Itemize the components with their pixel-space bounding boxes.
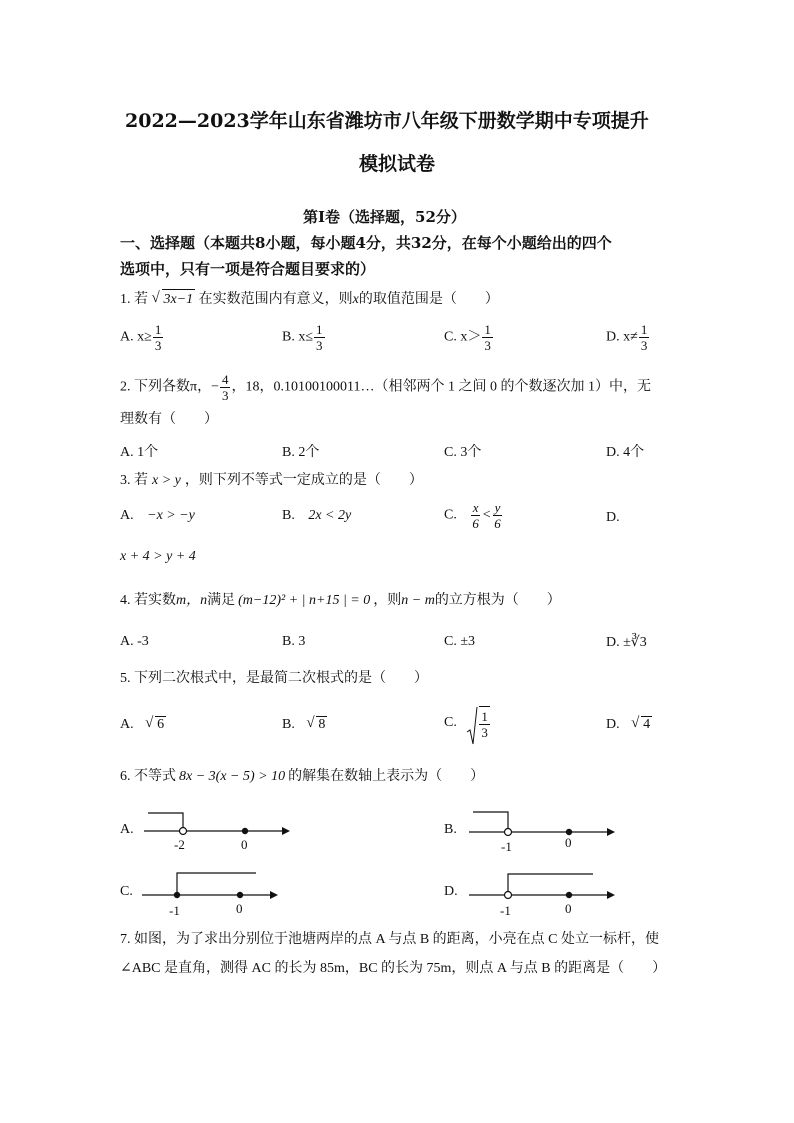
option-relation: < <box>481 507 492 523</box>
q2-option-c[interactable]: C. 3个 <box>444 445 482 460</box>
q4-option-c[interactable]: C. ±3 <box>444 634 476 649</box>
radicand: 6 <box>157 717 165 732</box>
section-heading-line2: 选项中，只有一项是符合题目要求的） <box>120 260 376 278</box>
question-1-stem <box>120 289 499 310</box>
q1-var: x <box>352 292 359 307</box>
tick-label: 0 <box>565 901 572 916</box>
fraction <box>220 372 231 403</box>
point-icon <box>566 892 572 898</box>
q5-option-a[interactable] <box>120 716 166 733</box>
point-icon <box>174 892 180 898</box>
q4-text3: 的立方根为（ ） <box>434 593 561 608</box>
radicand: 8 <box>318 717 326 732</box>
q6-option-d-label[interactable]: D. <box>444 884 458 899</box>
tick-label: -1 <box>169 903 180 918</box>
arrow-right-icon <box>282 827 290 835</box>
open-circle-icon <box>505 829 512 836</box>
tick-label: 0 <box>236 901 243 916</box>
question-3-stem <box>120 471 423 491</box>
part-heading: 第Ⅰ卷（选择题，52分） <box>303 208 466 226</box>
q4-prefix: 4. 若实数 <box>120 593 176 608</box>
point-icon <box>237 892 243 898</box>
solution-ray <box>473 812 508 828</box>
q1-radical <box>152 289 196 310</box>
fraction <box>479 706 490 740</box>
radical <box>306 716 327 733</box>
q1-prefix: 1. 若 <box>120 292 148 307</box>
fraction <box>639 322 650 353</box>
option-expression: −x > −y <box>147 508 195 523</box>
q4-option-a[interactable]: A. -3 <box>120 634 149 649</box>
question-6-stem <box>120 767 484 787</box>
option-label: B. <box>282 508 295 523</box>
q6-option-d-number-line[interactable] <box>465 866 615 920</box>
q6-option-c-number-line[interactable] <box>138 866 278 920</box>
option-relation: x≥ <box>137 329 152 345</box>
q4-vars: m，n <box>176 593 208 608</box>
q6-text: 的解集在数轴上表示为（ ） <box>288 769 485 784</box>
q6-inequality: 8x − 3(x − 5) > 10 <box>179 769 286 784</box>
option-label: D. <box>606 717 620 732</box>
tick-label: -2 <box>174 837 185 852</box>
q6-option-c-label[interactable]: C. <box>120 884 133 899</box>
q3-prefix: 3. 若 <box>120 473 148 488</box>
q1-option-a[interactable] <box>120 322 164 353</box>
q2-text: ，18，0.10100100011…（相邻两个 1 之间 0 的个数逐次加 1）中，无 <box>231 379 651 395</box>
point-icon <box>242 828 248 834</box>
arrow-right-icon <box>270 891 278 899</box>
numerator: 1 <box>316 322 323 337</box>
arrow-right-icon <box>607 891 615 899</box>
q6-option-b-number-line[interactable] <box>465 800 615 858</box>
option-label: B. <box>282 329 299 345</box>
fraction <box>153 322 164 353</box>
option-label: D. <box>606 329 624 345</box>
q6-prefix: 6. 不等式 <box>120 769 176 784</box>
q2-option-a[interactable]: A. 1个 <box>120 445 159 460</box>
numerator: x <box>472 500 479 515</box>
tick-label: 0 <box>565 835 572 850</box>
question-5-stem: 5. 下列二次根式中，是最简二次根式的是（ ） <box>120 671 428 686</box>
option-relation: x≠ <box>623 329 638 345</box>
q1-radicand: 3x−1 <box>162 289 196 310</box>
q3-option-b[interactable] <box>282 508 351 524</box>
fraction <box>492 500 503 531</box>
option-relation: x＞ <box>460 329 482 345</box>
numerator: 4 <box>221 372 229 387</box>
q3-option-d-label[interactable]: D. <box>606 510 620 525</box>
q4-equation: (m−12)² + | n+15 | = 0 <box>238 593 371 608</box>
q3-option-c[interactable] <box>444 500 504 531</box>
q1-option-b[interactable] <box>282 322 326 353</box>
fraction <box>482 322 493 353</box>
q2-option-d[interactable]: D. 4个 <box>606 445 645 460</box>
denominator: 3 <box>640 338 648 353</box>
option-label: B. <box>282 717 295 732</box>
option-relation: x≤ <box>298 329 314 345</box>
option-label: A. <box>120 329 138 345</box>
q4-expression: n − m <box>401 593 435 608</box>
tick-label: -1 <box>500 903 511 918</box>
page-title-line1: 2022—2023学年山东省潍坊市八年级下册数学期中专项提升 <box>125 110 649 132</box>
q6-option-a-number-line[interactable] <box>140 805 290 857</box>
q6-option-a-label[interactable]: A. <box>120 822 134 837</box>
q3-option-d-expression[interactable]: x + 4 > y + 4 <box>120 549 196 564</box>
q3-condition: x > y <box>152 473 181 488</box>
numerator: y <box>494 500 501 515</box>
tick-label: -1 <box>501 839 512 854</box>
q5-option-c[interactable] <box>444 706 491 740</box>
q5-option-d[interactable] <box>606 716 652 733</box>
denominator: 3 <box>316 338 323 353</box>
solution-ray <box>177 873 256 895</box>
option-label: C. <box>444 715 457 731</box>
open-circle-icon <box>505 892 512 899</box>
solution-ray <box>148 813 183 827</box>
q5-option-b[interactable] <box>282 716 327 733</box>
solution-ray <box>508 874 593 895</box>
numerator: 1 <box>154 322 162 337</box>
q6-option-b-label[interactable]: B. <box>444 822 457 837</box>
q1-text2: 的取值范围是（ ） <box>358 292 499 307</box>
section-heading-line1: 一、选择题（本题共8小题，每小题4分，共32分，在每个小题给出的四个 <box>120 234 612 252</box>
q4-option-d[interactable]: D. ±∛3 <box>606 635 647 650</box>
radicand: 4 <box>643 717 651 732</box>
q4-text2: ，则 <box>373 593 402 608</box>
numerator: 1 <box>484 322 491 337</box>
open-circle-icon <box>180 828 187 835</box>
option-label: C. <box>444 507 457 523</box>
numerator: 1 <box>640 322 648 337</box>
fraction <box>314 322 325 353</box>
denominator: 6 <box>494 516 501 531</box>
page-title-line2: 模拟试卷 <box>359 153 436 175</box>
option-label: A. <box>120 717 134 732</box>
q2-prefix: 2. 下列各数π，− <box>120 379 219 395</box>
denominator: 3 <box>484 338 491 353</box>
radical <box>631 716 652 733</box>
q1-option-d[interactable] <box>606 322 650 353</box>
fraction <box>470 500 481 531</box>
denominator: 3 <box>154 338 162 353</box>
question-2-stem <box>120 372 651 403</box>
q4-text: 满足 <box>207 593 236 608</box>
radical <box>466 706 491 740</box>
option-label: A. <box>120 508 134 523</box>
q1-option-c[interactable] <box>444 322 494 353</box>
arrow-right-icon <box>607 828 615 836</box>
option-expression: 2x < 2y <box>308 508 352 523</box>
question-7-stem-line1: 7. 如图，为了求出分别位于池塘两岸的点 A 与点 B 的距离，小亮在点 C 处立一标杆，使 <box>120 932 660 947</box>
q3-option-a[interactable] <box>120 508 195 524</box>
q1-text: 在实数范围内有意义，则 <box>198 292 353 307</box>
option-label: C. <box>444 329 461 345</box>
denominator: 3 <box>221 388 229 403</box>
radical <box>145 716 166 733</box>
q4-option-b[interactable]: B. 3 <box>282 634 306 649</box>
numerator: 1 <box>481 709 488 724</box>
question-4-stem <box>120 591 561 611</box>
denominator: 3 <box>481 725 488 740</box>
q3-text: ，则下列不等式一定成立的是（ ） <box>184 473 423 488</box>
tick-label: 0 <box>241 837 248 852</box>
denominator: 6 <box>472 516 479 531</box>
question-7-stem-line2: ∠ABC 是直角，测得 AC 的长为 85m，BC 的长为 75m，则点 A 与点 B 的距离是（ ） <box>120 961 667 976</box>
q2-option-b[interactable]: B. 2个 <box>282 445 320 460</box>
question-2-stem-line2: 理数有（ ） <box>120 412 218 427</box>
radical-sign-icon <box>466 706 478 746</box>
